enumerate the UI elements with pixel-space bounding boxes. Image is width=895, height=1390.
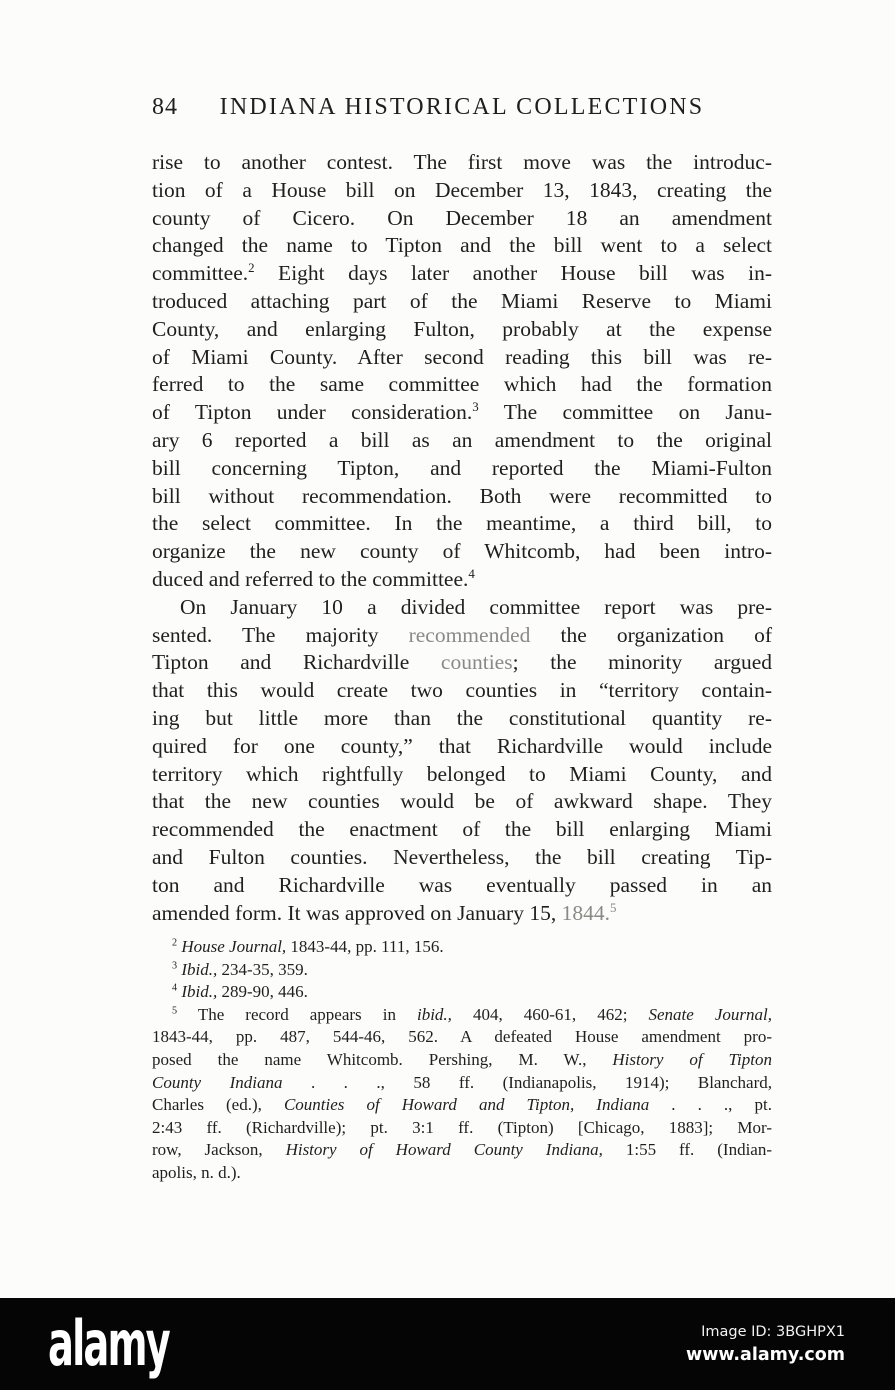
footnote-2: $^2$ House Journal, 1843-44, pp. 111, 156. <box>172 937 444 956</box>
paragraph-2: On January 10 a divided committee report was pre- sented. The majority recommended the organization of Tipton and Richardville counties; the minority argued that this would create two counties in “territory contain- ing but little more than the constitutional quantity re- quired for one county,” that Richardville would include territory which rightfully belonged to Miami County, and that the new counties would be of awkward shape. They recommended the enactment of the bill enlarging Miami and Fulton counties. Nevertheless, the bill creating Tip- ton and Richardville was eventually passed in an amended form. It was approved on January 15, 1844.$^5$ <box>152 594 773 925</box>
image-id-label: Image ID: 3BGHPX1 <box>701 1323 845 1340</box>
footnote-4: $^4$ Ibid., 289-90, 446. <box>172 982 308 1002</box>
alamy-url: www.alamy.com <box>686 1344 845 1365</box>
footnote-5: $^5$ The record appears in ibid., 404, 460-61, 462; Senate Journal, 1843-44, pp. 487, 544-46, 562. A defeated House amendment pro- posed the name Whitcomb. Pershing, M. W., History of Tipton County Indiana . . ., 58 ff. (Indianapolis, 1914); Blanchard, Charles (ed.), Counties of Howard and Tipton, Indiana . . ., pt. 2:43 ff. (Richardville); pt. 3:1 ff. (Tipton) [Chicago, 1883]; Mor- row, Jackson, History of Howard County Indiana, 1:55 ff. (Indian- apolis, n. d.). <box>152 1004 773 1182</box>
alamy-logo: alamy <box>48 1307 169 1380</box>
footnote-3: $^3$ Ibid., 234-35, 359. <box>172 959 308 979</box>
watermark-bar <box>0 1298 895 1390</box>
footnotes <box>152 936 772 1185</box>
watermark-info <box>686 1324 845 1365</box>
running-title: INDIANA HISTORICAL COLLECTIONS <box>219 94 705 120</box>
page-number: 84 <box>152 94 178 120</box>
running-header <box>152 92 772 124</box>
paragraph-1: rise to another contest. The first move was the introduc- tion of a House bill on December 13, 1843, creating the county of Cicero. On December 18 an amendment changed the name to Tipton and the bill went to a select committee.$^2$ Eight days later another House bill was in- troduced attaching part of the Miami Reserve to Miami County, and enlarging Fulton, probably at the expense of Miami County. After second reading this bill was re- ferred to the same committee which had the formation of Tipton under consideration.$^3$ The committee on Janu- ary 6 reported a bill as an amendment to the original bill concerning Tipton, and reported the Miami-Fulton bill without recommendation. Both were recommitted to the select committee. In the meantime, a third bill, to organize the new county of Whitcomb, had been intro- duced and referred to the committee.$^4$ <box>152 150 772 591</box>
body-text <box>152 149 772 927</box>
